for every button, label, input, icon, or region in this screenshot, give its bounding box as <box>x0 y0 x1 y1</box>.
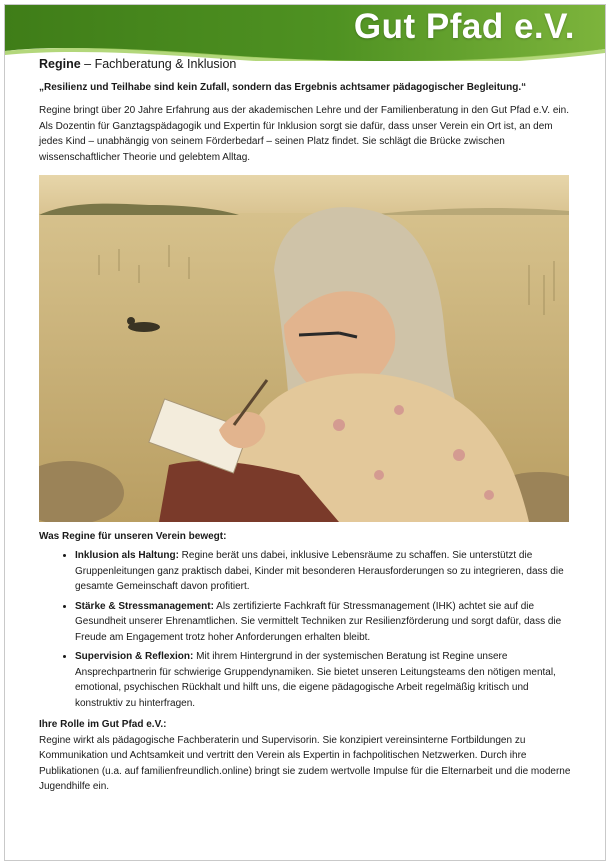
page-title <box>39 57 575 71</box>
brand-logo-text: Gut Pfad e.V. <box>353 7 575 46</box>
lead-quote: „Resilienz und Teilhabe sind kein Zufall, sondern das Ergebnis achtsamer pädagogischer Begleitung.“ <box>39 82 527 93</box>
list-item <box>75 548 575 595</box>
list-item-text: Als zertifizierte Fachkraft für Stressmanagement (IHK) achtet sie auf die Gesundheit unserer Ehrenamtlichen. Sie vermittelt Techniken zur Resilienzförderung und sorgt dafür, dass die Freude am Engagement trotz hoher Anforderungen erhalten bleibt. <box>75 600 562 643</box>
portrait-illustration <box>39 175 569 522</box>
person-name: Regine <box>39 57 81 71</box>
list-item-text: Mit ihrem Hintergrund in der systemischen Beratung ist Regine unsere Ansprechpartnerin für schwierige Gruppendynamiken. Sie bietet unseren Leitungsteams den nötigen mental, emotional, psychischen Rückhalt und hilft uns, die eigene pädagogische Arbeit regelmäßig kritisch und konstruktiv zu hinterfragen. <box>75 651 556 709</box>
list-item <box>75 649 575 711</box>
title-subtitle: Fachberatung & Inklusion <box>94 57 237 71</box>
list-item-text: Regine berät uns dabei, inklusive Lebensräume zu schaffen. Sie unterstützt die Gruppenleitungen ganz praktisch dabei, Kinder mit besonderen Herausforderungen so zu integrieren, dass die gesamte Gemeinschaft davon profitiert. <box>75 550 564 592</box>
list-item-term: Supervision & Reflexion: <box>75 651 194 662</box>
contributions-heading: Was Regine für unseren Verein bewegt: <box>39 531 227 542</box>
role-heading: Ihre Rolle im Gut Pfad e.V.: <box>39 719 167 730</box>
title-separator: – <box>80 57 95 71</box>
main-content <box>39 57 575 795</box>
list-item-term: Inklusion als Haltung: <box>75 550 179 561</box>
role-paragraph: Regine wirkt als pädagogische Fachberaterin und Supervisorin. Sie konzipiert vereinsinterne Fortbildungen zu Kommunikation und Achtsamkeit und vertritt den Verein als Expertin in fachpolitischen Netzwerken. Durch ihre Publikationen (u.a. auf familienfreundlich.online) bringt sie zudem wertvolle Impulse für die Elternarbeit und die moderne Jugendhilfe ein. <box>39 734 571 792</box>
intro-paragraph: Regine bringt über 20 Jahre Erfahrung aus der akademischen Lehre und der Familienberatung in den Gut Pfad e.V. ein. Als Dozentin für Ganztagspädagogik und Expertin für Inklusion sorgt sie dafür, dass unser Verein ein Ort ist, an dem jedes Kind – unabhängig von seinem Förderbedarf – seinen Platz findet. Sie schlägt die Brücke zwischen wissenschaftlicher Theorie und gelebtem Alltag. <box>39 105 569 163</box>
document-page <box>4 4 606 861</box>
list-item-term: Stärke & Stressmanagement: <box>75 600 214 612</box>
contributions-list <box>39 548 575 711</box>
list-item <box>75 599 575 646</box>
